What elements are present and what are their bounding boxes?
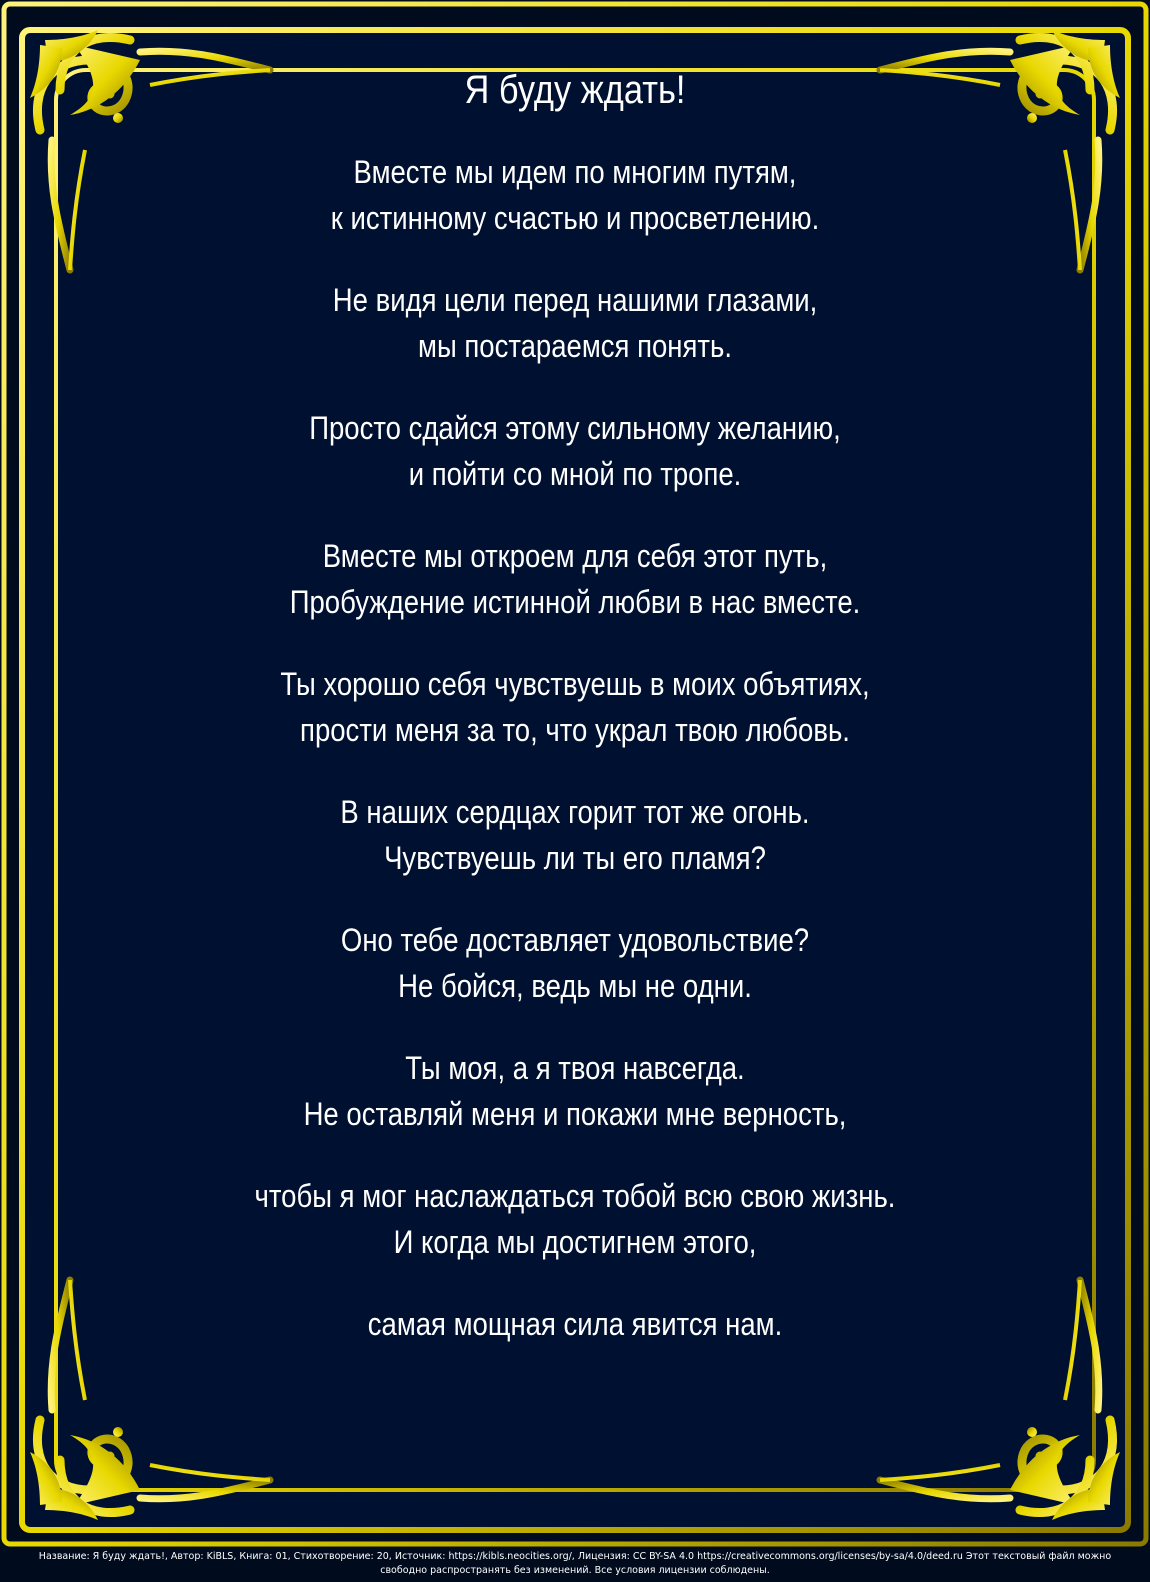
stanza-4 — [0, 533, 1150, 625]
poem-line: Вместе мы идем по многим путям, — [353, 154, 797, 190]
stanza-6 — [0, 789, 1150, 881]
stanza-10 — [0, 1301, 1150, 1347]
stanza-7 — [0, 917, 1150, 1009]
poem-line: Ты хорошо себя чувствуешь в моих объятиях, — [280, 666, 870, 702]
stanza-3 — [0, 405, 1150, 497]
poem-line: мы постараемся понять. — [418, 328, 732, 364]
footer-line-2: свободно распространять без изменений. Все условия лицензии соблюдены. — [380, 1565, 770, 1576]
poem-line: и пойти со мной по тропе. — [408, 456, 742, 492]
poem-line: И когда мы достигнем этого, — [393, 1224, 757, 1260]
poem-line: Вместе мы откроем для себя этот путь, — [322, 538, 828, 574]
poem-line: Просто сдайся этому сильному желанию, — [309, 410, 841, 446]
poem-line: Не бойся, ведь мы не одни. — [398, 968, 752, 1004]
stanza-2 — [0, 277, 1150, 369]
poem-line: Чувствуешь ли ты его пламя? — [384, 840, 766, 876]
license-footer — [0, 1550, 1150, 1578]
stanza-9 — [0, 1173, 1150, 1265]
poem — [0, 55, 1150, 1347]
poem-line: Не видя цели перед нашими глазами, — [332, 282, 818, 318]
poem-line: самая мощная сила явится нам. — [367, 1306, 783, 1342]
poem-line: к истинному счастью и просветлению. — [330, 200, 820, 236]
poem-line: Не оставляй меня и покажи мне верность, — [303, 1096, 847, 1132]
poem-line: Оно тебе доставляет удовольствие? — [340, 922, 810, 958]
footer-line-1: Название: Я буду ждать!, Автор: KiBLS, Книга: 01, Стихотворение: 20, Источник: https://kibls.neocities.org/, Лицензия: CC BY-SA 4.0 https://creativecommons.org/licenses/by-sa/4.0/deed.ru Этот текстовый файл можно — [38, 1551, 1112, 1562]
poem-line: В наших сердцах горит тот же огонь. — [340, 794, 810, 830]
poem-line: прости меня за то, что украл твою любовь. — [300, 712, 850, 748]
poem-line: Ты моя, а я твоя навсегда. — [405, 1050, 745, 1086]
poem-title: Я буду ждать! — [464, 68, 686, 112]
stanza-1 — [0, 149, 1150, 241]
poem-line: чтобы я мог наслаждаться тобой всю свою жизнь. — [254, 1178, 896, 1214]
stanza-8 — [0, 1045, 1150, 1137]
stanza-5 — [0, 661, 1150, 753]
poem-line: Пробуждение истинной любви в нас вместе. — [289, 584, 861, 620]
